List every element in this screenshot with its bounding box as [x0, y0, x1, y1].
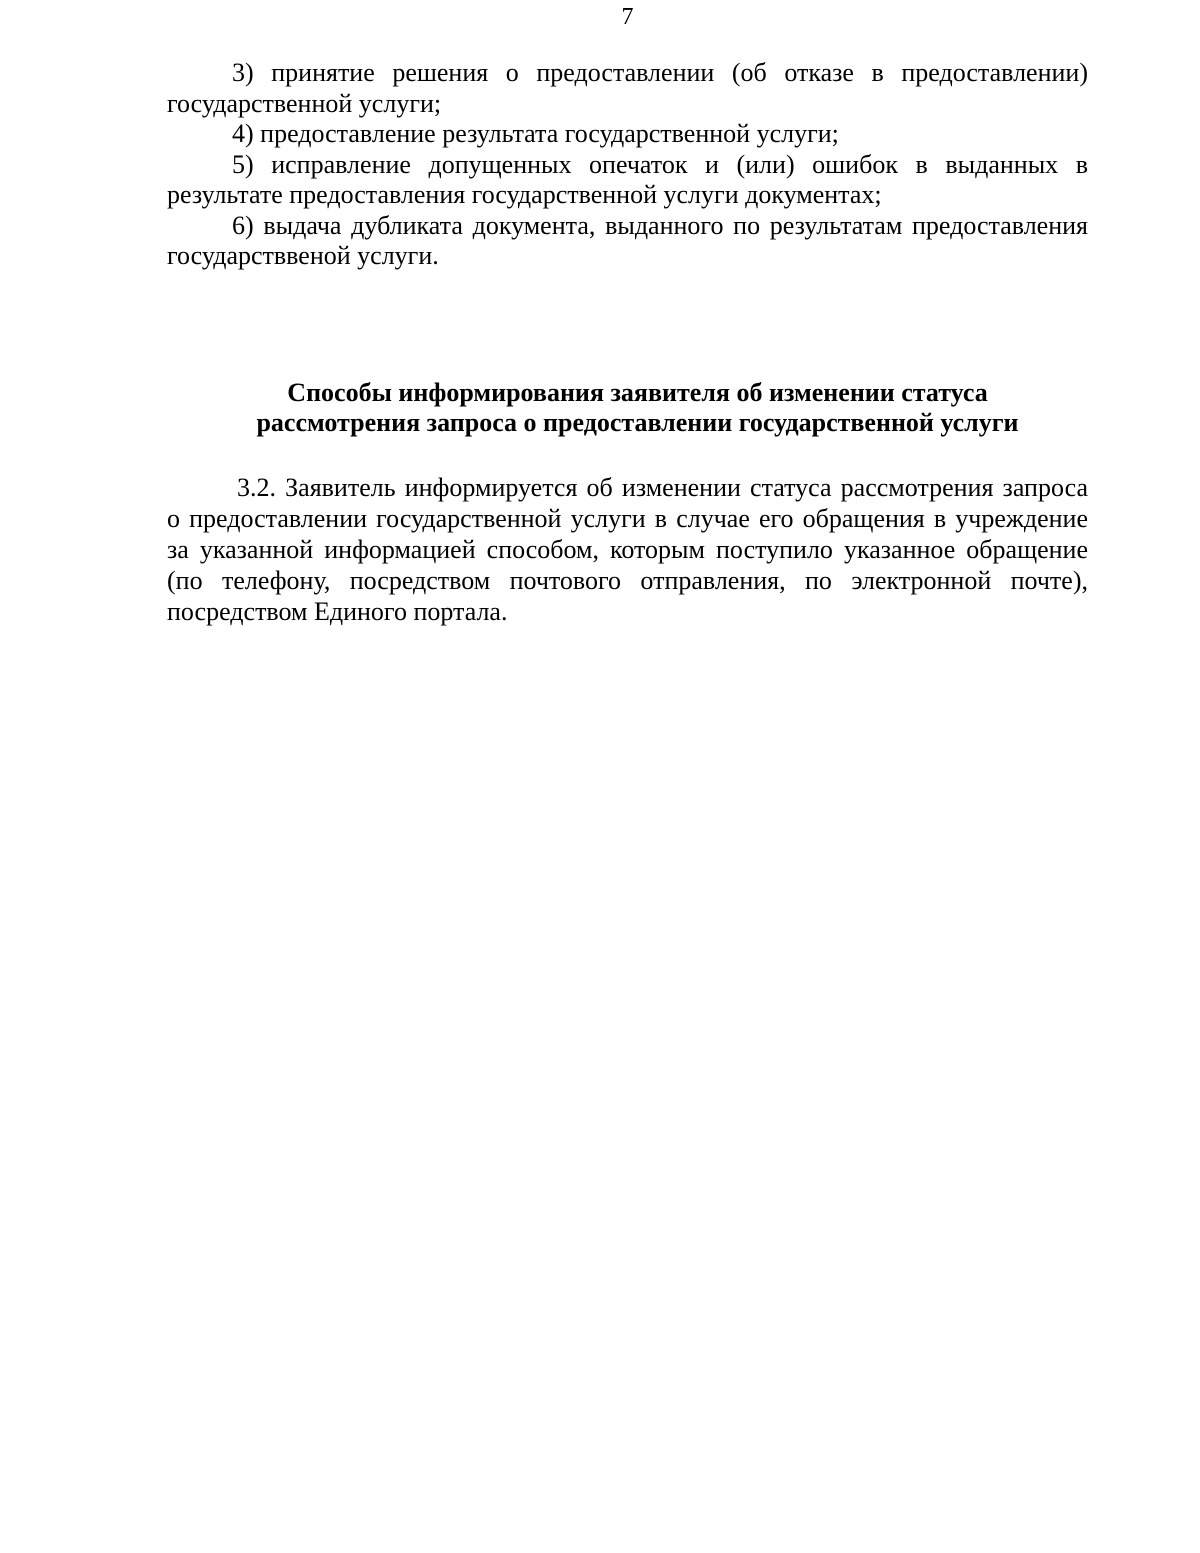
page-number: 7 [621, 4, 634, 30]
list-item: 5) исправление допущенных опечаток и (или) ошибок в выданных в результате предоставления государственной услуги документах; [167, 149, 1088, 209]
page-content [167, 58, 1088, 627]
list-item: 3) принятие решения о предоставлении (об отказе в предоставлении) государственной услуги; [167, 58, 1088, 118]
section-heading-line-2: рассмотрения запроса о предоставлении государственной услуги [256, 407, 1019, 437]
list-item: 6) выдача дубликата документа, выданного по результатам предоставления государстввеной услуги. [167, 210, 1088, 270]
section-heading [167, 378, 1088, 438]
list-item: 4) предоставление результата государственной услуги; [232, 119, 839, 148]
section-heading-line-1: Способы информирования заявителя об изменении статуса [287, 377, 988, 407]
body-paragraph: 3.2. Заявитель информируется об изменении статуса рассмотрения запроса о предоставлении государственной услуги в случае его обращения в учреждение за указанной информацией способом, которым поступило указанное обращение (по телефону, посредством почтового отправления, по электронной почте), посредством Единого портала. [167, 472, 1088, 626]
